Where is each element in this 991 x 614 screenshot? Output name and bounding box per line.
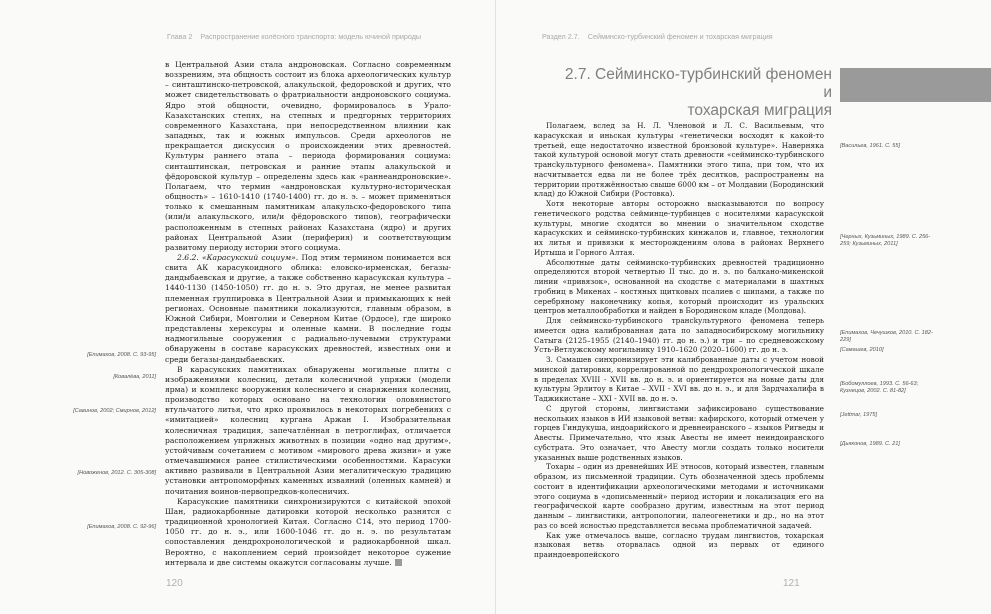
section-title	[562, 66, 832, 120]
paragraph-final	[165, 497, 451, 568]
running-head-section: Раздел 2.7.	[542, 32, 580, 41]
page-number-left: 120	[166, 578, 183, 589]
section-title-line: тохарская миграция	[687, 102, 832, 119]
section-end-square-icon	[395, 559, 402, 566]
running-head-title: Сейминско-турбинский феномен и тохарская миграция	[587, 32, 773, 41]
page-number-right: 121	[783, 578, 800, 589]
margin-note: [Епимахов, Чечушков, 2010. С. 182-229]	[840, 330, 933, 344]
paragraph: Для сейминско-турбинского трансkультурного феномена теперь имеется одна калиброванная дата по западносибирскому могильнику Сатыга (2125–1955 (2140–1940) гг. до н. э.) и три – по средневожскому Усть-Ветлужскому могильнику 1910–1620 (2020–1600) гг. до н. э.	[534, 316, 824, 355]
paragraph: Тохары – один из древнейших ИЕ этносов, который известен, главным образом, из письменной традиции. Суть обозначенной здесь проблемы состоит в идентификации археологическими методами и источниками этого социума в «дописьменный» период истории и локализация его на географической карте сообразно другим, известным на этот период данным – лингвистики, антропологии, палеогенетики и др., но на этот раз со всей ясностью представляется весьма проблематичной задачей.	[534, 462, 824, 530]
section-title-line: 2.7. Сейминско-турбинский феномен и	[564, 66, 832, 101]
paragraph: Как уже отмечалось выше, согласно трудам лингвистов, тохарская языковая ветвь оторвалась одной из первых от единого праиндоевропейского	[534, 530, 824, 559]
paragraph: Хотя некоторые авторы осторожно высказываются по вопросу генетического родства сейминце-турбинцев с носителями карасукской культуры, многие сходятся во мнении о значительном сходстве карасукских и сейминско-турбинских кинжалов и, главное, технологии их литья и привязки к месторождениям олова в районах Верхнего Иртыша и Горного Алтая.	[534, 199, 824, 257]
running-head-chapter: Глава 2	[167, 32, 193, 41]
running-head-title: Распространение колёсного транспорта: модель ючиной природы	[200, 32, 422, 41]
margin-note: [Дьяконов, 1989. С. 21]	[840, 441, 900, 447]
margin-note: [Новоженов, 2012. С. 305-308]	[77, 470, 156, 476]
paragraph-body: Карасукские памятники синхронизируются с китайской эпохой Шан, радиокарбонные датировки которой несколько разнятся с традиционной хронологией Китая. Согласно С14, это период 1700-1050 гг. до н. э., или 1600-1046 гг. до н. э. по результатам сопоставления дендрохронологической и радиокарбонной шкал. Вероятно, с накоплением серий произойдет некоторое сужение интервала и две системы окажутся согласованы лучше.	[165, 496, 451, 567]
margin-note: [Самашев, 2010]	[840, 347, 884, 353]
paragraph: З. Самашев синхронизирует эти калиброванные даты с учетом новой минской датировки, коррелированной по дендрохронологической шкале в пределах XVIII - XVII вв. до н. э. и ориентируется на новые даты для культуры Эрлитоу в Китае – XVII - XVI вв. до н. э., и для Зардчахалифа в Таджикистане – XXI - XVII вв. до н. э.	[534, 355, 824, 403]
paragraph-subsection	[165, 253, 451, 365]
margin-note: [Епимахов, 2008. С. 93-95]	[87, 352, 156, 358]
margin-note: [Васильев, 1961. С. 55]	[840, 143, 901, 149]
right-page	[496, 0, 991, 614]
running-head-left	[167, 32, 421, 41]
margin-note: [Савинов, 2002; Смирнов, 2012]	[73, 408, 156, 414]
margin-note: [Jettmar, 1975]	[840, 412, 878, 418]
paragraph: в Центральной Азии стала андроновская. Согласно современным воззрениям, эта общность состоит из блока археологических культур – синташтинско-петровской, алакульской, федоровской и других, что может свидетельствовать о фратриальности андроновского социума. Ядро этой общности, очевидно, формировалось в Урало-Казахстанских степях, на степных и предгорных территориях современного Казахстана, при непосредственном влиянии как западных, так и южных импульсов. Среди археологов не прекращается дискуссия о происхождении этих древностей. Культуры раннего этапа – периода формирования социума: синташтинская, петровская и ранние этапы алакульской и фёдоровской культур – определены здесь как «раннеандроновские». Полагаем, что термин «андроновская культурно-историческая общность» – 1610-1410 (1740-1400) гг. до н. э. – может применяться только к смешанным памятникам алакульско-федоровского типа (или/и алакульского, или/и фёдоровского типов), географически расположенным в степных районах Казахстана (ядро) и других районах Центральной Азии (периферия) и соответствующим развитому периоду истории этого социума.	[165, 60, 451, 252]
margin-note: [Бобомуллоев, 1993. С. 56-63; Кузнецов, 2002. С. 81-82]	[840, 381, 919, 395]
margin-note: [Черных, Кузьминых, 1989. С. 256-259; Кузьминых, 2011]	[840, 234, 931, 248]
paragraph: Абсолютные даты сейминско-турбинских древностей традиционно определяются второй четвертью II тыс. до н. э. по балкано-микенской линии «привязок», основанной на сходстве с материалами в шахтных гробниц в Микенах – костяных щитковых псалиев с шипами, а также по серебряному наконечнику копья, который происходит из уральских центров металлообработки и найден в Бородинском кладе (Молдова).	[534, 257, 824, 316]
section-title-bar	[840, 68, 991, 102]
right-text-column	[534, 121, 824, 560]
paragraph: Полагаем, вслед за Н. Л. Членовой и Л. С. Васильевым, что карасукская и иньская культуры «генетически восходят к какой-то третьей, еще недостаточно известной бронзовой культуре». Наверняка такой культурой основой могут стать древности «сейминско-турбинского трансkультурного феномена». Памятники этого типа, при том, что их насчитывается едва ли не более трёх десятков, распространены на территории протяжённостью свыше 6000 км – от Молдавии (Бородинский клад) до Южной Сибири (Ростовка).	[534, 121, 824, 199]
left-text-column	[165, 60, 451, 568]
margin-note: [Ковалёва, 2011]	[113, 374, 156, 380]
subsection-label: 2.6.2. «Карасукский социум».	[177, 252, 299, 262]
margin-note: [Епимахов, 2008. С. 92-96]	[87, 524, 156, 530]
left-page	[0, 0, 495, 614]
running-head-right	[542, 32, 773, 41]
paragraph: С другой стороны, лингвистами зафиксировано существование нескольких языков в ИИ языковой ветви: кафирского, который отмечен у горцев Гиндукуша, индоарийского и древнеиранского – языков Ригведы и Авесты. Примечательно, что язык Авесты не имеет неиндоиранского субстрата. Это означает, что Авесту могли создать только носители указанных выше родственных языков.	[534, 403, 824, 462]
paragraph: В карасукских памятниках обнаружены могильные плиты с изображениями колесниц, детали колесничной упряжи (модели ярма) и комплекс вооружения колесничего и снаряжения колесниц, производство которых основано на технологии оловянистого втульчатого литья, что ярко проявилось в некоторых погребениях с «имитацией» колесниц кургана Аржан I. Изобразительная колесничная традиция, запечатлённая в петроглифах, отличается расположением упряжных животных в позиции «одно над другим», устойчивым сочетанием с мотивом «мирового древа жизни» и уже отмечавшимися ранее стилистическими особенностями. Карасуки активно развивали в Центральной Азии мегалитическую традицию установки антропоморфных каменных изваяний (оленных камней) и почитания воинов-первопредков-колесничих.	[165, 364, 451, 496]
paragraph-body: Под этим термином понимается вся свита АК карасукоидного облика: еловско-ирменская, бегазы-дандыбаевская и другие, а также собственно карасукская культура – 1440-1130 (1450-1050) гг. до н. э. Это другая, не менее развитая племенная группировка в Центральной Азии и примыкающих к ней регионах. Основные памятники локализуются, главным образом, в Южной Сибири, Монголии и Северном Китае (Ордосе), где широко представлены херексуры и оленные камни. В последние годы надмогильные сооружения с радиально-лучевыми структурами обнаружены в составе карасукских древностей, известных они и среди бегазы-дандыбаевских.	[165, 252, 451, 364]
